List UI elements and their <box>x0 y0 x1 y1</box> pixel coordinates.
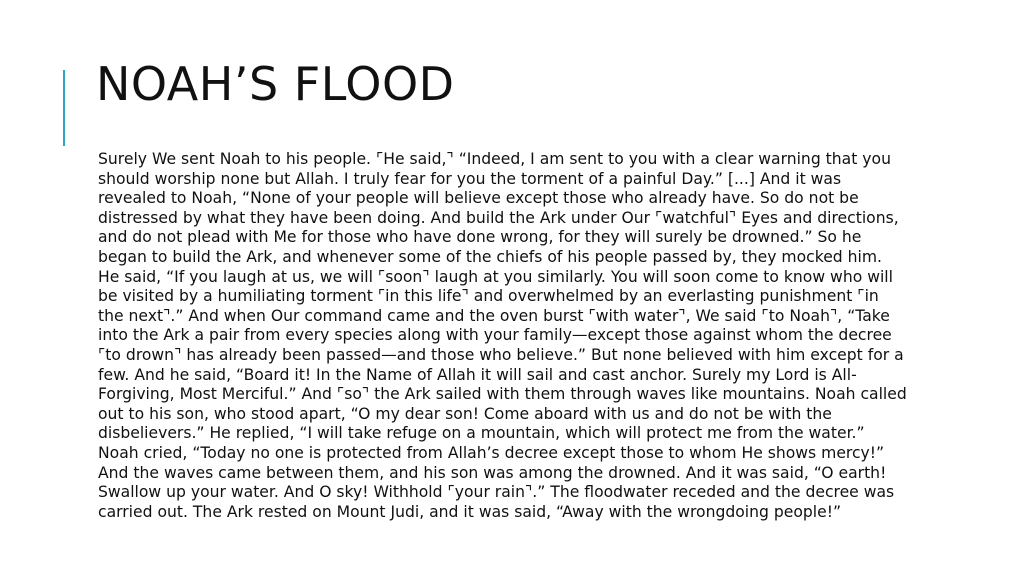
title-accent-bar <box>63 70 65 146</box>
slide-title: NOAH’S FLOOD <box>96 57 455 111</box>
slide-body-text: Surely We sent Noah to his people. ⌜He said,⌝ “Indeed, I am sent to you with a clear warning that you should worship none but Allah. I truly fear for you the torment of a painful Day.” [...] And it was revealed to Noah, “None of your people will believe except those who already have. So do not be distressed by what they have been doing. And build the Ark under Our ⌜watchful⌝ Eyes and directions, and do not plead with Me for those who have done wrong, for they will surely be drowned.” So he began to build the Ark, and whenever some of the chiefs of his people passed by, they mocked him. He said, “If you laugh at us, we will ⌜soon⌝ laugh at you similarly. You will soon come to know who will be visited by a humiliating torment ⌜in this life⌝ and overwhelmed by an everlasting punishment ⌜in the next⌝.” And when Our command came and the oven burst ⌜with water⌝, We said ⌜to Noah⌝, “Take into the Ark a pair from every species along with your family—except those against whom the decree ⌜to drown⌝ has already been passed—and those who believe.” But none believed with him except for a few. And he said, “Board it! In the Name of Allah it will sail and cast anchor. Surely my Lord is All-Forgiving, Most Merciful.” And ⌜so⌝ the Ark sailed with them through waves like mountains. Noah called out to his son, who stood apart, “O my dear son! Come aboard with us and do not be with the disbelievers.” He replied, “I will take refuge on a mountain, which will protect me from the water.” Noah cried, “Today no one is protected from Allah’s decree except those to whom He shows mercy!” And the waves came between them, and his son was among the drowned. And it was said, “O earth! Swallow up your water. And O sky! Withhold ⌜your rain⌝.” The floodwater receded and the decree was carried out. The Ark rested on Mount Judi, and it was said, “Away with the wrongdoing people!” <box>98 150 907 521</box>
